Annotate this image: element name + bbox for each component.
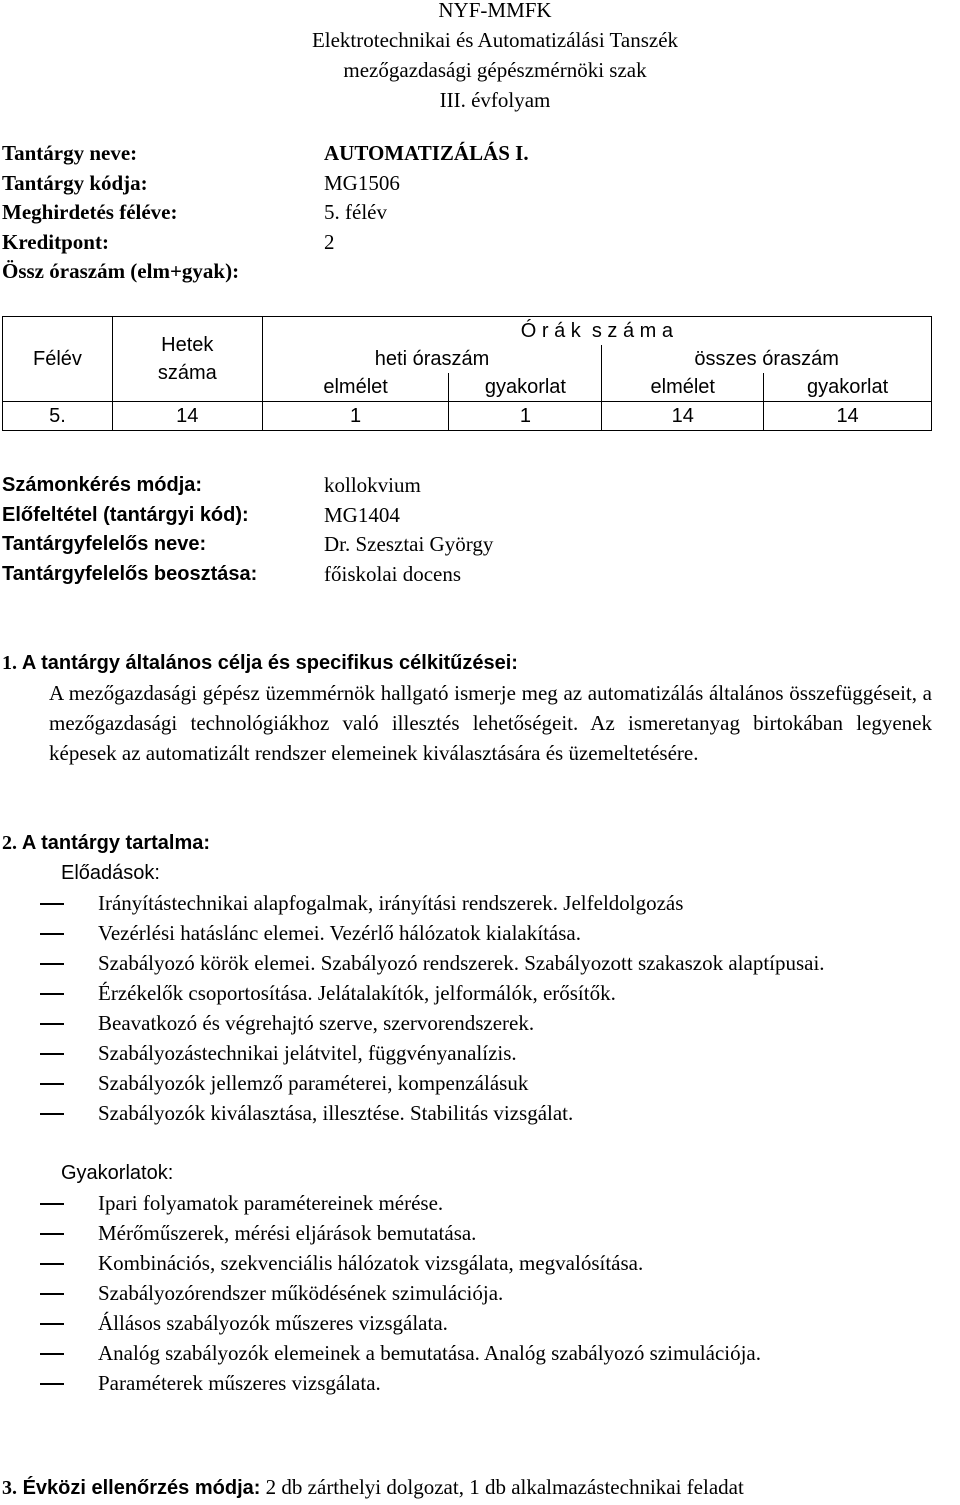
exam-method-label: Számonkérés módja:: [2, 474, 203, 496]
dash-icon: [40, 963, 64, 965]
dash-icon: [40, 993, 64, 995]
list-item: [2, 918, 932, 948]
section-number: 2.: [2, 832, 17, 854]
list-item-text: Irányítástechnikai alapfogalmak, irányítási rendszerek. Jelfeldolgozás: [98, 891, 684, 915]
dash-icon: [40, 1293, 64, 1295]
prerequisite-value: MG1404: [324, 502, 400, 527]
section-number: 1.: [2, 652, 17, 674]
list-item-text: Szabályozó körök elemei. Szabályozó rendszerek. Szabályozott szakaszok alaptípusai.: [98, 951, 825, 975]
table-cell: 1: [449, 402, 602, 431]
section-title-text: Évközi ellenőrzés módja:: [22, 1477, 261, 1499]
document-header: [0, 0, 960, 115]
section-title-text: A tantárgy általános célja és specifikus célkitűzései:: [21, 652, 518, 674]
felev-header: Félév: [3, 317, 113, 402]
course-name-label: Tantárgy neve:: [2, 141, 138, 165]
list-item-text: Analóg szabályozók elemeinek a bemutatása. Analóg szabályozó szimulációja.: [98, 1341, 762, 1365]
credit-value: 2: [324, 229, 335, 254]
table-cell: 14: [112, 402, 262, 431]
table-cell: 1: [262, 402, 449, 431]
program-name: mezőgazdasági gépészmérnöki szak: [343, 58, 647, 82]
list-item: [2, 1338, 932, 1368]
hetek-header-text: Hetek száma: [157, 334, 217, 384]
list-item: [2, 1038, 932, 1068]
dash-icon: [40, 1263, 64, 1265]
dash-icon: [40, 1023, 64, 1025]
osszes-elmelet-header: elmélet: [602, 373, 764, 402]
credit-label: Kreditpont:: [2, 229, 109, 254]
hetek-header: [112, 317, 262, 402]
heti-header: heti óraszám: [262, 345, 602, 373]
heti-elmelet-header: elmélet: [262, 373, 449, 402]
section-content: [2, 828, 932, 1398]
dash-icon: [40, 1203, 64, 1205]
course-code-value: MG1506: [324, 170, 400, 195]
list-item: [2, 1188, 932, 1218]
table-cell: 5.: [3, 402, 113, 431]
semester-value: 5. félév: [324, 200, 387, 224]
dash-icon: [40, 1323, 64, 1325]
list-item: [2, 1278, 932, 1308]
exam-method-value: kollokvium: [324, 473, 421, 497]
list-item-text: Mérőműszerek, mérési eljárások bemutatása.: [98, 1221, 477, 1245]
dash-icon: [40, 933, 64, 935]
practice-title: Gyakorlatok:: [61, 1162, 174, 1184]
heti-gyakorlat-header: gyakorlat: [449, 373, 602, 402]
orak-header: Ó r á k s z á m a: [262, 317, 931, 346]
department-name: Elektrotechnikai és Automatizálási Tanszék: [311, 28, 679, 52]
responsible-position-value: főiskolai docens: [324, 561, 462, 586]
table-cell: 14: [764, 402, 932, 431]
responsible-name-value: Dr. Szesztai György: [324, 532, 494, 556]
list-item-text: Állásos szabályozók műszeres vizsgálata.: [98, 1311, 448, 1335]
section-title-text: A tantárgy tartalma:: [21, 832, 211, 854]
list-item-text: Szabályozástechnikai jelátvitel, függvényanalízis.: [98, 1041, 517, 1065]
list-item: [2, 1068, 932, 1098]
list-item-text: Paraméterek műszeres vizsgálata.: [98, 1371, 381, 1395]
responsible-name-label: Tantárgyfelelős neve:: [2, 533, 207, 555]
osszes-header: összes óraszám: [602, 345, 932, 373]
list-item-text: Szabályozórendszer működésének szimulációja.: [98, 1281, 504, 1305]
dash-icon: [40, 1053, 64, 1055]
dash-icon: [40, 1113, 64, 1115]
list-item: [2, 1008, 932, 1038]
section-assessment-value: 2 db zárthelyi dolgozat, 1 db alkalmazástechnikai feladat: [265, 1475, 744, 1499]
year-label: III. évfolyam: [439, 88, 551, 112]
semester-label: Meghirdetés féléve:: [2, 200, 178, 224]
list-item-text: Szabályozók jellemző paraméterei, kompenzálásuk: [98, 1071, 529, 1095]
section-goals-title: [2, 648, 932, 678]
list-item-text: Ipari folyamatok paramétereinek mérése.: [98, 1191, 444, 1215]
osszes-gyakorlat-header: gyakorlat: [764, 373, 932, 402]
dash-icon: [40, 903, 64, 905]
institution-name: NYF-MMFK: [438, 0, 552, 22]
lectures-list: [2, 888, 932, 1128]
section-number: 3.: [2, 1477, 17, 1499]
list-item-text: Érzékelők csoportosítása. Jelátalakítók, jelformálók, erősítők.: [98, 981, 616, 1005]
list-item: [2, 1098, 932, 1128]
course-name-value: AUTOMATIZÁLÁS I.: [324, 141, 529, 165]
total-hours-label: Össz óraszám (elm+gyak):: [2, 259, 240, 283]
lectures-title: Előadások:: [61, 862, 160, 884]
section-goals: [2, 648, 932, 768]
list-item: [2, 948, 932, 978]
list-item: [2, 1308, 932, 1338]
dash-icon: [40, 1233, 64, 1235]
responsible-position-label: Tantárgyfelelős beosztása:: [2, 562, 258, 585]
list-item-text: Beavatkozó és végrehajtó szerve, szervorendszerek.: [98, 1011, 535, 1035]
table-cell: 14: [602, 402, 764, 431]
list-item: [2, 978, 932, 1008]
list-item-text: Vezérlési hatáslánc elemei. Vezérlő hálózatok kialakítása.: [98, 921, 581, 945]
section-goals-text: A mezőgazdasági gépész üzemmérnök hallgató ismerje meg az automatizálás általános összefüggéseit, a mezőgazdasági technológiákhoz való illesztés lehetőségeit. Az ismeretanyag birtokában legyenek képesek az automatizált rendszer elemeinek kiválasztására és üzemeltetésére.: [49, 681, 932, 765]
list-item: [2, 1368, 932, 1398]
section-content-title: [2, 828, 932, 858]
course-code-label: Tantárgy kódja:: [2, 170, 148, 195]
list-item: [2, 1248, 932, 1278]
hours-table: [2, 316, 932, 431]
list-item: [2, 1218, 932, 1248]
hours-data-row: [3, 402, 932, 431]
list-item-text: Szabályozók kiválasztása, illesztése. Stabilitás vizsgálat.: [98, 1101, 574, 1125]
prerequisite-label: Előfeltétel (tantárgyi kód):: [2, 503, 249, 526]
section-assessment: [2, 1472, 744, 1503]
dash-icon: [40, 1383, 64, 1385]
list-item: [2, 888, 932, 918]
list-item-text: Kombinációs, szekvenciális hálózatok vizsgálata, megvalósítása.: [98, 1251, 644, 1275]
dash-icon: [40, 1083, 64, 1085]
dash-icon: [40, 1353, 64, 1355]
practice-list: [2, 1188, 932, 1398]
section-assessment-title: [2, 1477, 260, 1499]
